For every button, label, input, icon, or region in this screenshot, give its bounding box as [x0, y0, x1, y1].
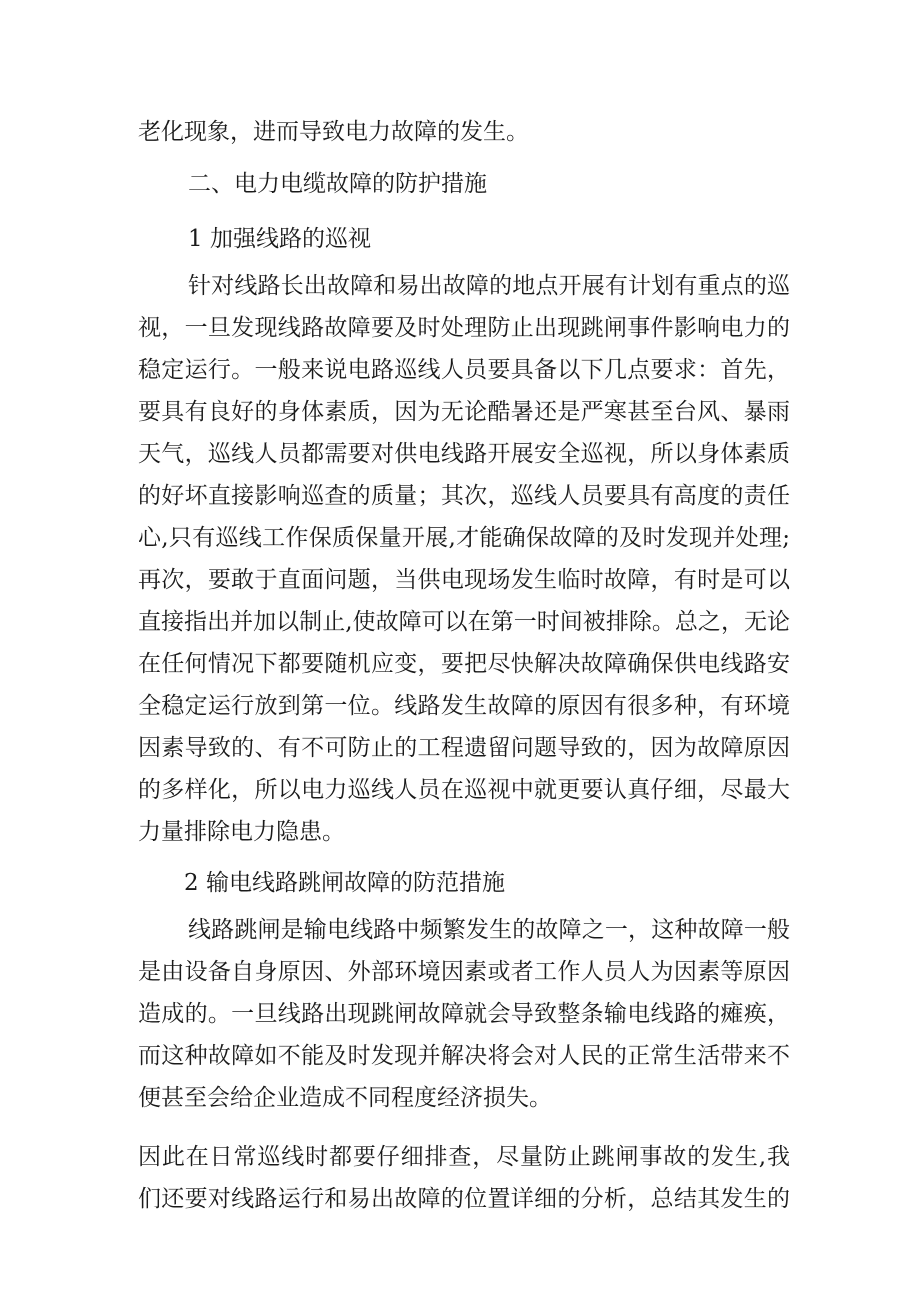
paragraph-line: 因此在日常巡线时都要仔细排查，尽量防止跳闸事故的发生,我: [138, 1144, 790, 1170]
subsection-heading: 2 输电线路跳闸故障的防范措施: [184, 870, 505, 896]
paragraph-line: 视，一旦发现线路故障要及时处理防止出现跳闸事件影响电力的: [138, 315, 790, 341]
paragraph-line: 力量排除电力隐患。: [138, 819, 345, 845]
paragraph-line: 是由设备自身原因、外部环境因素或者工作人员人为因素等原因: [138, 959, 790, 985]
paragraph-line: 全稳定运行放到第一位。线路发生故障的原因有很多种，有环境: [138, 693, 790, 719]
subsection-heading: 1 加强线路的巡视: [188, 226, 371, 252]
paragraph-line: 造成的。一旦线路出现跳闸故障就会导致整条输电线路的瘫痪，: [138, 1001, 790, 1027]
paragraph-line: 在任何情况下都要随机应变，要把尽快解决故障确保供电线路安: [138, 651, 790, 677]
paragraph-line: 针对线路长出故障和易出故障的地点开展有计划有重点的巡: [188, 273, 790, 299]
paragraph-line: 而这种故障如不能及时发现并解决将会对人民的正常生活带来不: [138, 1043, 790, 1069]
paragraph-line: 稳定运行。一般来说电路巡线人员要具备以下几点要求：首先，: [138, 357, 790, 383]
paragraph-line: 老化现象，进而导致电力故障的发生。: [138, 119, 529, 145]
paragraph-line: 要具有良好的身体素质，因为无论酷暑还是严寒甚至台风、暴雨: [138, 399, 790, 425]
paragraph-line: 的好坏直接影响巡查的质量；其次，巡线人员要具有高度的责任: [138, 483, 790, 509]
paragraph-line: 直接指出并加以制止,使故障可以在第一时间被排除。总之，无论: [138, 609, 790, 635]
section-heading: 二、电力电缆故障的防护措施: [188, 171, 487, 197]
paragraph-line: 心,只有巡线工作保质保量开展,才能确保故障的及时发现并处理;: [138, 525, 790, 551]
paragraph-line: 们还要对线路运行和易出故障的位置详细的分析，总结其发生的: [138, 1186, 790, 1212]
paragraph-line: 因素导致的、有不可防止的工程遗留问题导致的，因为故障原因: [138, 735, 790, 761]
paragraph-line: 天气，巡线人员都需要对供电线路开展安全巡视，所以身体素质: [138, 441, 790, 467]
paragraph-line: 的多样化，所以电力巡线人员在巡视中就更要认真仔细，尽最大: [138, 777, 790, 803]
paragraph-line: 再次，要敢于直面问题，当供电现场发生临时故障，有时是可以: [138, 567, 790, 593]
paragraph-line: 线路跳闸是输电线路中频繁发生的故障之一，这种故障一般: [188, 917, 790, 943]
paragraph-line: 便甚至会给企业造成不同程度经济损失。: [138, 1085, 552, 1111]
